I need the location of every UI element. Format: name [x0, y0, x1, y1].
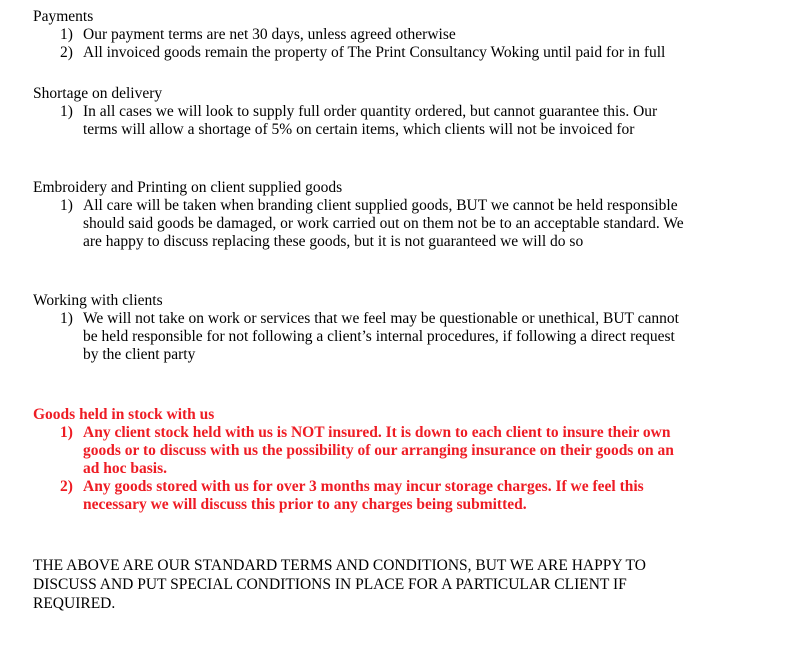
section-shortage-on-delivery	[33, 85, 773, 139]
item-text-line: are happy to discuss replacing these goods, but it is not guaranteed we will do so	[83, 233, 584, 250]
list-item	[60, 26, 773, 44]
item-text-line: Any goods stored with us for over 3 months may incur storage charges. If we feel this	[83, 478, 644, 495]
section-list	[33, 424, 773, 514]
item-text: Our payment terms are net 30 days, unless agreed otherwise	[83, 26, 456, 43]
item-text-line: In all cases we will look to supply full order quantity ordered, but cannot guarantee this. Our	[83, 103, 658, 120]
list-item	[60, 478, 773, 514]
item-text-line: All care will be taken when branding client supplied goods, BUT we cannot be held responsible	[83, 197, 678, 214]
list-item	[60, 44, 773, 62]
item-text-line: Any client stock held with us is NOT insured. It is down to each client to insure their own	[83, 424, 671, 441]
section-heading: Embroidery and Printing on client supplied goods	[33, 179, 343, 196]
section-heading: Shortage on delivery	[33, 85, 163, 102]
item-number: 2)	[60, 44, 73, 61]
list-item	[60, 310, 773, 364]
section-working-with-clients	[33, 292, 773, 364]
section-list	[33, 310, 773, 364]
section-list	[33, 26, 773, 62]
closing-statement	[33, 556, 733, 613]
closing-line: DISCUSS AND PUT SPECIAL CONDITIONS IN PLACE FOR A PARTICULAR CLIENT IF	[33, 576, 627, 593]
item-number: 1)	[60, 197, 73, 214]
closing-line: THE ABOVE ARE OUR STANDARD TERMS AND CONDITIONS, BUT WE ARE HAPPY TO	[33, 557, 646, 574]
item-text-line: terms will allow a shortage of 5% on certain items, which clients will not be invoiced for	[83, 121, 635, 138]
section-heading: Goods held in stock with us	[33, 406, 215, 423]
section-heading: Working with clients	[33, 292, 163, 309]
item-number: 1)	[60, 103, 73, 120]
item-number: 2)	[60, 478, 73, 495]
item-text-line: goods or to discuss with us the possibility of our arranging insurance on their goods on an	[83, 442, 674, 459]
item-text-line: necessary we will discuss this prior to any charges being submitted.	[83, 496, 527, 513]
item-text-line: should said goods be damaged, or work carried out on them not be to an acceptable standard. We	[83, 215, 684, 232]
section-list	[33, 103, 773, 139]
item-text-line: be held responsible for not following a client’s internal procedures, if following a direct request	[83, 328, 675, 345]
section-heading: Payments	[33, 8, 94, 25]
item-text: All invoiced goods remain the property of The Print Consultancy Woking until paid for in full	[83, 44, 666, 61]
closing-line: REQUIRED.	[33, 595, 116, 612]
item-text-line: by the client party	[83, 346, 196, 363]
section-list	[33, 197, 773, 251]
item-text-line: We will not take on work or services that we feel may be questionable or unethical, BUT cannot	[83, 310, 679, 327]
list-item	[60, 103, 773, 139]
list-item	[60, 197, 773, 251]
item-number: 1)	[60, 310, 73, 327]
section-payments	[33, 8, 773, 62]
item-number: 1)	[60, 26, 73, 43]
item-number: 1)	[60, 424, 73, 441]
section-goods-held-in-stock	[33, 406, 773, 514]
list-item	[60, 424, 773, 478]
item-text-line: ad hoc basis.	[83, 460, 167, 477]
section-embroidery-printing	[33, 179, 773, 251]
